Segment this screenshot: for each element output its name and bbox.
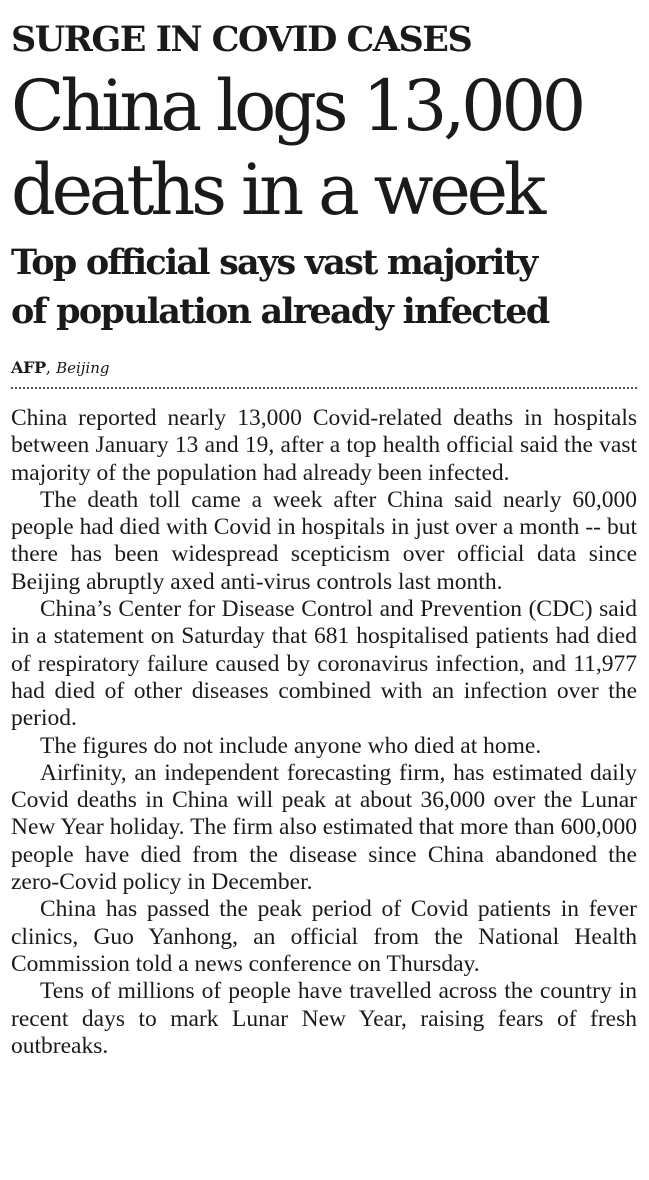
paragraph-3: China’s Center for Disease Control and Prevention (CDC) said in a statement on Saturday that 681 hospitalised patients had died of respiratory failure caused by coronavirus infection, and 11,977 had died of other diseases combined with an infection over the period. [11, 596, 637, 732]
paragraph-7: Tens of millions of people have travelled across the country in recent days to mark Lunar New Year, raising fears of fresh outbreaks. [11, 978, 637, 1059]
headline-line-1: China logs 13,000 [11, 65, 583, 147]
subheadline-line-2: of population already infected [11, 291, 549, 332]
paragraph-2: The death toll came a week after China said nearly 60,000 people had died with Covid in hospitals in just over a month -- but there has been widespread scepticism over official data since Beijing abruptly axed anti-virus controls last month. [11, 486, 637, 595]
subheadline [11, 238, 637, 336]
headline-line-2: deaths in a week [11, 149, 543, 231]
byline [11, 358, 637, 389]
paragraph-1: China reported nearly 13,000 Covid-related deaths in hospitals between January 13 and 19, after a top health official said the vast majority of the population had already been infected. [11, 405, 637, 486]
subheadline-line-1: Top official says vast majority [11, 242, 537, 283]
byline-location: Beijing [56, 359, 110, 377]
byline-separator: , [45, 358, 57, 377]
kicker: SURGE IN COVID CASES [11, 19, 472, 60]
paragraph-5: Airfinity, an independent forecasting firm, has estimated daily Covid deaths in China will peak at about 36,000 over the Lunar New Year holiday. The firm also estimated that more than 600,000 people have died from the disease since China abandoned the zero-Covid policy in December. [11, 759, 637, 896]
article-body [11, 405, 637, 1060]
paragraph-6: China has passed the peak period of Covid patients in fever clinics, Guo Yanhong, an official from the National Health Commission told a news conference on Thursday. [11, 896, 637, 977]
headline [11, 64, 637, 232]
byline-agency: AFP [11, 358, 46, 377]
paragraph-4: The figures do not include anyone who died at home. [40, 732, 542, 759]
